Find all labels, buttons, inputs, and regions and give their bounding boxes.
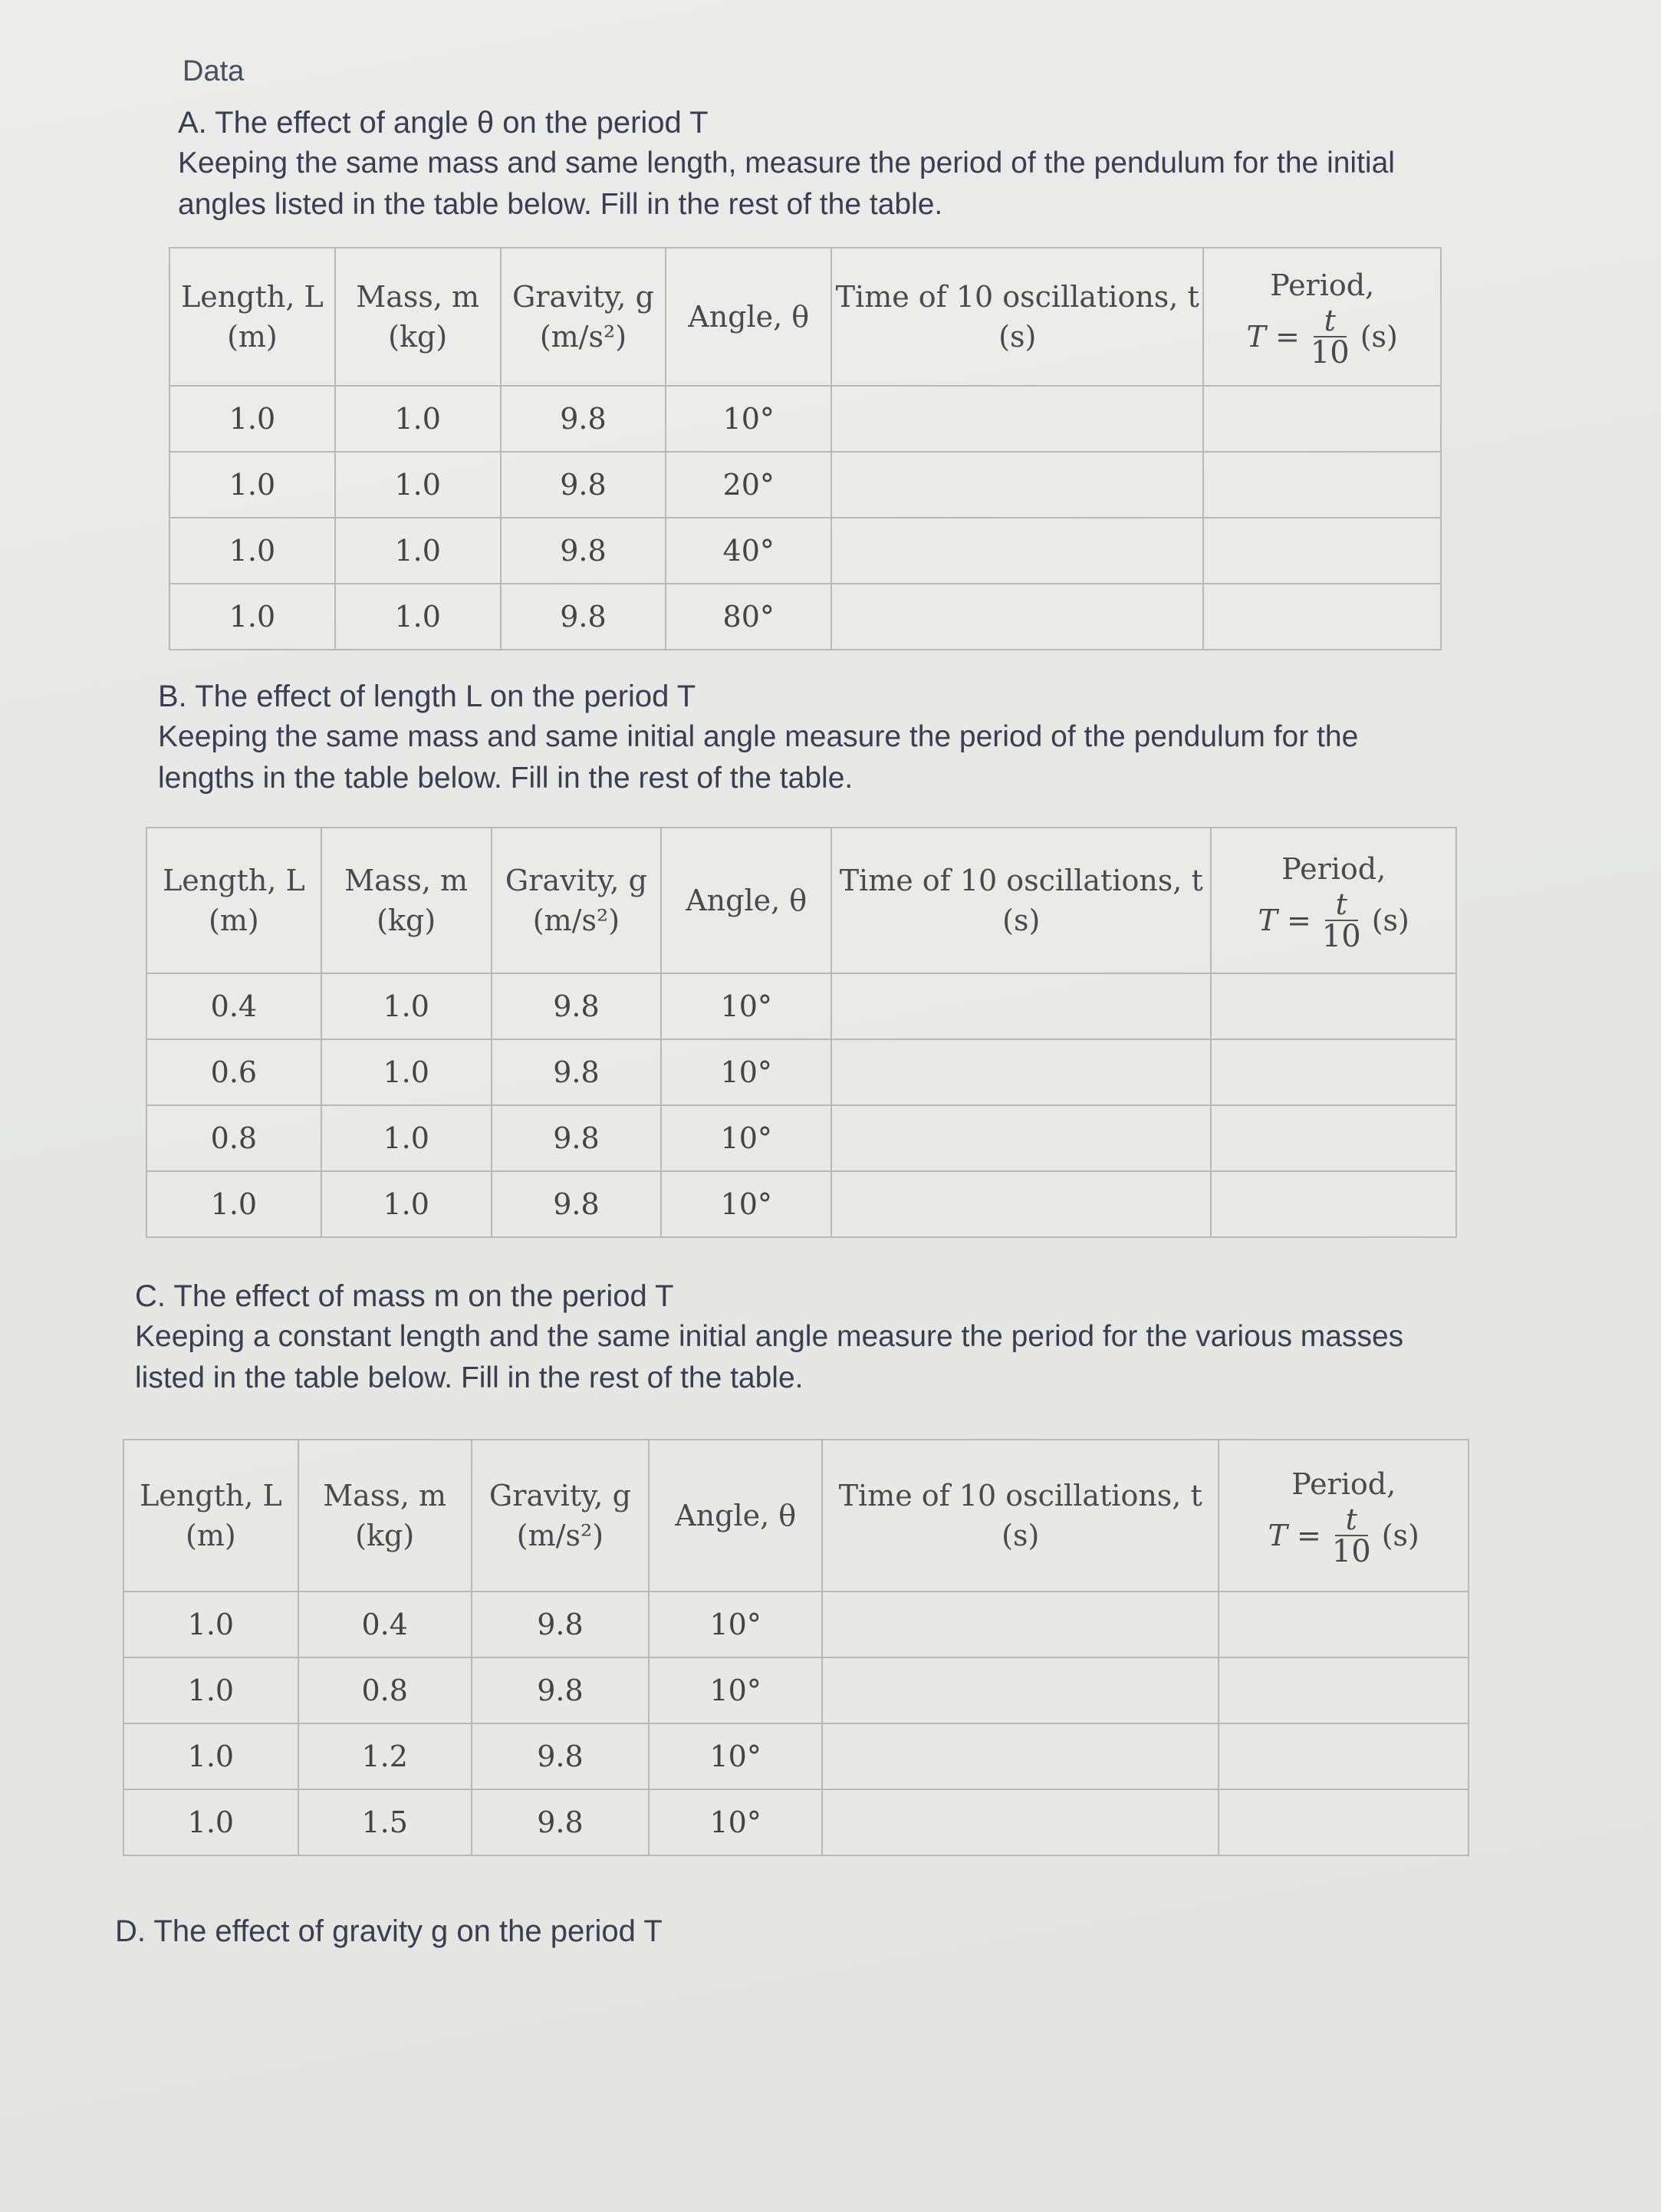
cell-gravity: 9.8 (472, 1657, 650, 1723)
cell-mass: 1.0 (335, 584, 501, 650)
cell-period[interactable] (1211, 1171, 1456, 1237)
cell-mass: 1.0 (335, 452, 501, 518)
table-row (146, 973, 1456, 1039)
cell-length: 0.4 (146, 973, 321, 1039)
table-a-body (169, 386, 1441, 650)
cell-period[interactable] (1219, 1789, 1469, 1855)
cell-time[interactable] (822, 1723, 1219, 1789)
cell-length: 1.0 (169, 452, 335, 518)
cell-angle: 10° (661, 1105, 831, 1171)
table-row (146, 1039, 1456, 1105)
cell-period[interactable] (1203, 386, 1441, 452)
cell-length: 1.0 (123, 1657, 298, 1723)
col-time-header: Time of 10 oscillations, t (s) (831, 248, 1203, 386)
section-c-desc-line1: Keeping a constant length and the same initial angle measure the period for the various masses (135, 1320, 1404, 1353)
cell-time[interactable] (831, 584, 1203, 650)
cell-gravity: 9.8 (472, 1723, 650, 1789)
cell-angle: 10° (649, 1723, 822, 1789)
cell-gravity: 9.8 (472, 1789, 650, 1855)
period-formula: T = $\frac{t}{10}$ (s) (1268, 1503, 1419, 1569)
cell-period[interactable] (1203, 452, 1441, 518)
table-c-body (123, 1592, 1469, 1855)
cell-time[interactable] (831, 518, 1203, 584)
cell-period[interactable] (1219, 1592, 1469, 1657)
table-b-wrap (146, 827, 1457, 1238)
col-period-header: Period, T = $\frac{t}{10}$ (s) (1211, 828, 1456, 973)
col-mass-header: Mass, m (kg) (321, 828, 492, 973)
table-row (123, 1592, 1469, 1657)
cell-mass: 1.0 (335, 518, 501, 584)
table-row (123, 1789, 1469, 1855)
cell-length: 0.8 (146, 1105, 321, 1171)
cell-angle: 10° (661, 1171, 831, 1237)
cell-length: 0.6 (146, 1039, 321, 1105)
cell-time[interactable] (831, 386, 1203, 452)
cell-mass: 1.5 (298, 1789, 472, 1855)
cell-angle: 10° (666, 386, 831, 452)
table-b-body (146, 973, 1456, 1237)
col-period-header: Period, T = $\frac{t}{10}$ (s) (1219, 1440, 1469, 1592)
table-row (169, 584, 1441, 650)
table-b (146, 827, 1457, 1238)
cell-angle: 10° (649, 1657, 822, 1723)
cell-gravity: 9.8 (501, 386, 666, 452)
col-mass-header: Mass, m (kg) (335, 248, 501, 386)
section-b-title: B. The effect of length L on the period T (158, 680, 696, 713)
cell-angle: 10° (649, 1789, 822, 1855)
cell-time[interactable] (831, 1105, 1211, 1171)
section-b-desc-line1: Keeping the same mass and same initial angle measure the period of the pendulum for the (158, 720, 1359, 753)
cell-time[interactable] (831, 1171, 1211, 1237)
table-row (169, 452, 1441, 518)
section-a-title: A. The effect of angle θ on the period T (178, 106, 709, 140)
cell-length: 1.0 (169, 518, 335, 584)
col-gravity-header: Gravity, g (m/s²) (472, 1440, 650, 1592)
cell-gravity: 9.8 (501, 452, 666, 518)
cell-gravity: 9.8 (492, 1105, 662, 1171)
col-angle-header: Angle, θ (649, 1440, 822, 1592)
col-angle-header: Angle, θ (666, 248, 831, 386)
cell-mass: 1.2 (298, 1723, 472, 1789)
cell-gravity: 9.8 (492, 1039, 662, 1105)
cell-gravity: 9.8 (501, 518, 666, 584)
cell-time[interactable] (831, 452, 1203, 518)
section-d (115, 1911, 1465, 1951)
col-length-header: Length, L (m) (146, 828, 321, 973)
col-time-header: Time of 10 oscillations, t (s) (822, 1440, 1219, 1592)
cell-mass: 0.8 (298, 1657, 472, 1723)
col-length-header: Length, L (m) (169, 248, 335, 386)
section-a-desc-line1: Keeping the same mass and same length, measure the period of the pendulum for the initial (178, 146, 1395, 179)
cell-angle: 40° (666, 518, 831, 584)
table-a-wrap (169, 247, 1442, 650)
cell-period[interactable] (1211, 1105, 1456, 1171)
cell-angle: 10° (661, 1039, 831, 1105)
cell-time[interactable] (831, 1039, 1211, 1105)
cell-mass: 1.0 (321, 973, 492, 1039)
section-b-desc-line2: lengths in the table below. Fill in the rest of the table. (158, 762, 854, 795)
cell-mass: 1.0 (321, 1105, 492, 1171)
table-row (123, 1657, 1469, 1723)
cell-angle: 20° (666, 452, 831, 518)
section-a-desc-line2: angles listed in the table below. Fill in the rest of the table. (178, 188, 943, 221)
cell-length: 1.0 (146, 1171, 321, 1237)
page-heading: Data (183, 55, 245, 87)
cell-length: 1.0 (169, 584, 335, 650)
cell-gravity: 9.8 (501, 584, 666, 650)
col-gravity-header: Gravity, g (m/s²) (492, 828, 662, 973)
cell-period[interactable] (1219, 1723, 1469, 1789)
cell-gravity: 9.8 (472, 1592, 650, 1657)
cell-time[interactable] (822, 1789, 1219, 1855)
table-c (123, 1439, 1469, 1856)
cell-length: 1.0 (123, 1789, 298, 1855)
section-b (158, 676, 1462, 799)
cell-period[interactable] (1211, 1039, 1456, 1105)
cell-length: 1.0 (123, 1592, 298, 1657)
cell-length: 1.0 (169, 386, 335, 452)
table-row (123, 1723, 1469, 1789)
section-c-desc-line2: listed in the table below. Fill in the rest of the table. (135, 1361, 804, 1394)
cell-angle: 10° (661, 973, 831, 1039)
cell-mass: 0.4 (298, 1592, 472, 1657)
cell-period[interactable] (1203, 518, 1441, 584)
cell-mass: 1.0 (321, 1171, 492, 1237)
cell-time[interactable] (822, 1592, 1219, 1657)
section-c (135, 1276, 1485, 1399)
col-mass-header: Mass, m (kg) (298, 1440, 472, 1592)
cell-mass: 1.0 (321, 1039, 492, 1105)
period-formula: T = $\frac{t}{10}$ (s) (1246, 304, 1398, 370)
cell-gravity: 9.8 (492, 973, 662, 1039)
section-d-title: D. The effect of gravity g on the period T (115, 1914, 663, 1948)
table-c-wrap (123, 1439, 1469, 1856)
cell-time[interactable] (822, 1657, 1219, 1723)
col-gravity-header: Gravity, g (m/s²) (501, 248, 666, 386)
cell-mass: 1.0 (335, 386, 501, 452)
cell-length: 1.0 (123, 1723, 298, 1789)
table-row (169, 518, 1441, 584)
table-row (146, 1105, 1456, 1171)
col-length-header: Length, L (m) (123, 1440, 298, 1592)
cell-angle: 10° (649, 1592, 822, 1657)
cell-period[interactable] (1203, 584, 1441, 650)
table-row (146, 1171, 1456, 1237)
table-row (169, 386, 1441, 452)
cell-period[interactable] (1219, 1657, 1469, 1723)
cell-gravity: 9.8 (492, 1171, 662, 1237)
cell-angle: 80° (666, 584, 831, 650)
section-a (178, 103, 1466, 225)
cell-time[interactable] (831, 973, 1211, 1039)
section-c-title: C. The effect of mass m on the period T (135, 1279, 674, 1313)
table-a (169, 247, 1442, 650)
cell-period[interactable] (1211, 973, 1456, 1039)
col-time-header: Time of 10 oscillations, t (s) (831, 828, 1211, 973)
col-period-header: Period, T = $\frac{t}{10}$ (s) (1203, 248, 1441, 386)
col-angle-header: Angle, θ (661, 828, 831, 973)
period-formula: T = $\frac{t}{10}$ (s) (1258, 887, 1409, 954)
